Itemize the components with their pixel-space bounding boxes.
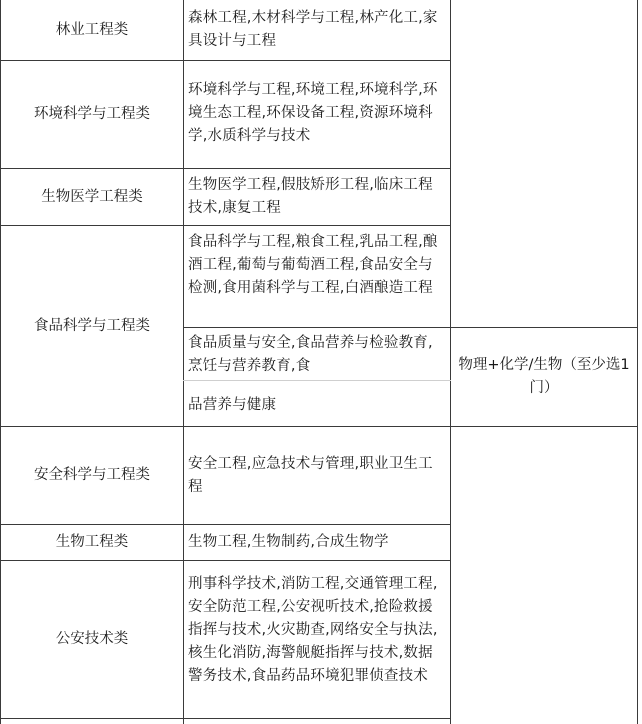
category-cell: 公安技术类	[55, 631, 129, 647]
row-divider	[0, 718, 451, 719]
majors-cell: 生物工程,生物制药,合成生物学	[188, 534, 389, 550]
category-cell: 林业工程类	[55, 21, 129, 38]
category-cell: 生物工程类	[55, 534, 129, 550]
category-cell: 安全科学与工程类	[34, 467, 150, 483]
subject-requirement-cell: 物理+化学/生物（至少选1门）	[458, 357, 630, 396]
category-cell: 环境科学与工程类	[34, 106, 150, 122]
majors-cell: 食品科学与工程,粮食工程,乳品工程,酿酒工程,葡萄与葡萄酒工程,食品安全与检测,食用菌科学与工程,白酒酿造工程	[188, 234, 438, 296]
majors-cell: 森林工程,木材科学与工程,林产化工,家具设计与工程	[188, 10, 438, 49]
majors-cell: 安全工程,应急技术与管理,职业卫生工程	[188, 456, 433, 495]
category-cell: 食品科学与工程类	[34, 317, 150, 334]
majors-cell: 环境科学与工程,环境工程,环境科学,环境生态工程,环保设备工程,资源环境科学,水质科学与技术	[188, 82, 438, 144]
category-cell: 生物医学工程类	[41, 188, 143, 205]
majors-cell: 生物医学工程,假肢矫形工程,临床工程技术,康复工程	[188, 177, 433, 216]
majors-cell-continued: 食品质量与安全,食品营养与检验教育,烹饪与营养教育,食	[188, 335, 433, 374]
majors-cell-continued: 品营养与健康	[188, 397, 277, 413]
majors-cell: 刑事科学技术,消防工程,交通管理工程,安全防范工程,公安视听技术,抢险救援指挥与技术,火灾勘查,网络安全与执法,核生化消防,海警舰艇指挥与技术,数据警务技术,食品药品环境犯罪侦查技术	[188, 576, 438, 684]
table-border-right	[637, 0, 638, 724]
